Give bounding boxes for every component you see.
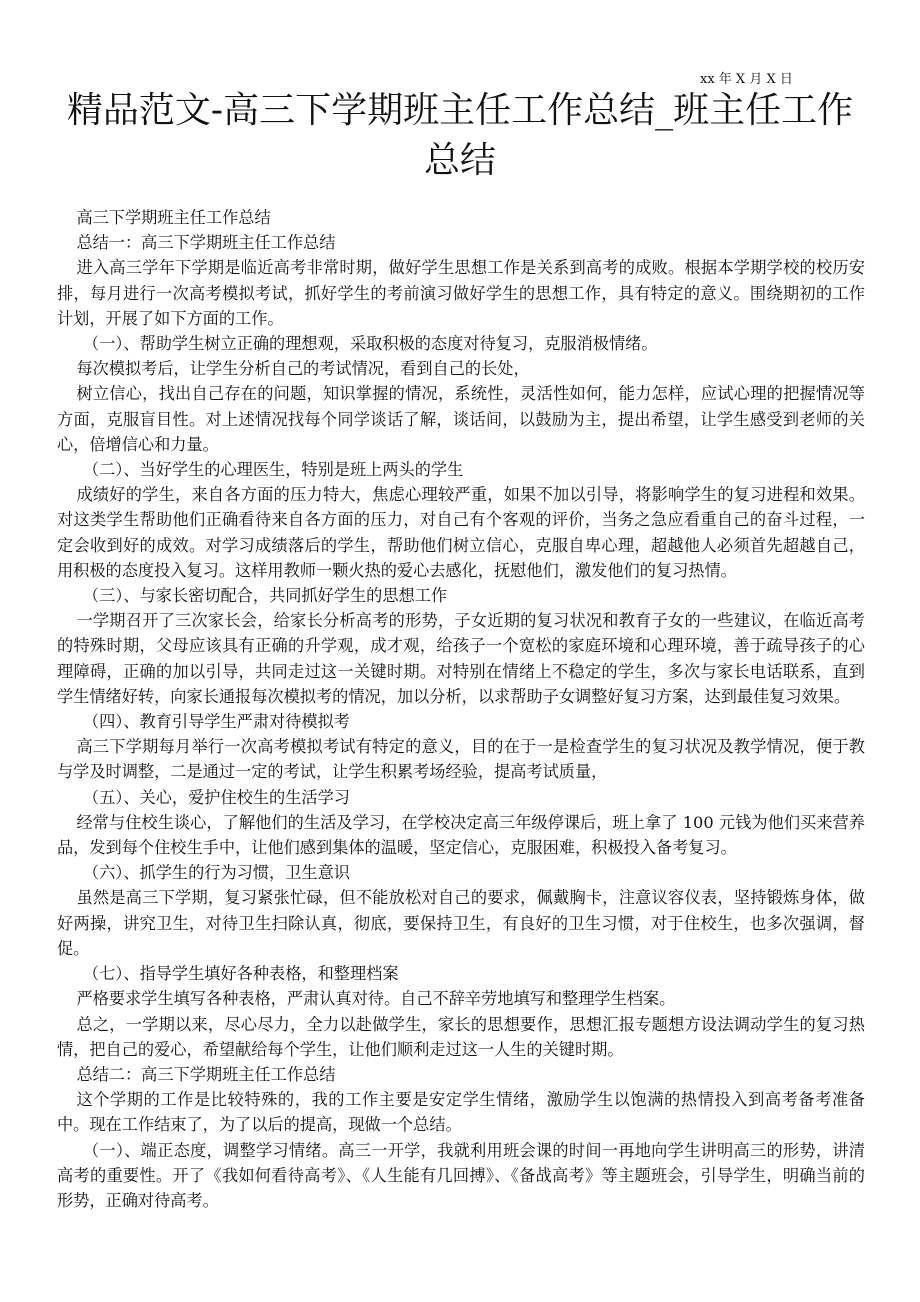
paragraph: 经常与住校生谈心，了解他们的生活及学习，在学校决定高三年级停课后，班上拿了 100 元钱为他们买来营养品，发到每个住校生手中，让他们感到集体的温暖，坚定信心，克服困难，积极投入备考复习。 [57,812,865,858]
paragraph: （六）、抓学生的行为习惯，卫生意识 [82,863,350,883]
paragraph: 严格要求学生填写各种表格，严肃认真对待。自己不辞辛劳地填写和整理学生档案。 [76,989,676,1009]
paragraph: （七）、指导学生填好各种表格，和整理档案 [82,964,399,984]
paragraph: 成绩好的学生，来自各方面的压力特大，焦虑心理较严重，如果不加以引导，将影响学生的复习进程和效果。对这类学生帮助他们正确看待来自各方面的压力，对自己有个客观的评价，当务之急应看重自己的奋斗过程，一定会收到好的成效。对学习成绩落后的学生，帮助他们树立信心，克服自卑心理，超越他人必须首先超越自己，用积极的态度投入复习。这样用教师一颗火热的爱心去感化，抚慰他们，激发他们的复习热情。 [57,485,865,580]
paragraph: 高三下学期班主任工作总结 [76,208,271,227]
paragraph: 总之，一学期以来，尽心尽力，全力以赴做学生，家长的思想要作，思想汇报专题想方设法调动学生的复习热情，把自己的爱心，希望献给每个学生，让他们顺利走过这一人生的关键时期。 [57,1014,865,1059]
paragraph: （一）、端正态度，调整学习情绪。高三一开学，我就利用班会课的时间一再地向学生讲明高三的形势，讲清高考的重要性。开了《我如何看待高考》、《人生能有几回搏》、《备战高考》等主题班会，引导学生，明确当前的形势，正确对待高考。 [57,1140,865,1210]
paragraph: 总结一：高三下学期班主任工作总结 [76,233,336,253]
paragraph: 这个学期的工作是比较特殊的，我的工作主要是安定学生情绪，激励学生以饱满的热情投入到高考备考准备中。现在工作结束了，为了以后的提高，现做一个总结。 [57,1090,865,1135]
document-date: xx 年 X 月 X 日 [700,72,793,87]
paragraph: 总结二：高三下学期班主任工作总结 [76,1064,336,1084]
paragraph: 一学期召开了三次家长会，给家长分析高考的形势，子女近期的复习状况和教育子女的一些建议，在临近高考的特殊时期，父母应该具有正确的升学观，成才观，给孩子一个宽松的家庭环境和心理环境，善于疏导孩子的心理障碍，正确的加以引导，共同走过这一关键时期。对特别在情绪上不稳定的学生，多次与家长电话联系，直到学生情绪好转，向家长通报每次模拟考的情况，加以分析，以求帮助子女调整好复习方案，达到最佳复习效果。 [57,611,865,706]
paragraph: 每次模拟考后，让学生分析自己的考试情况，看到自己的长处， [76,359,530,379]
document-title: 精品范文-高三下学期班主任工作总结_班主任工作总结 [66,90,854,181]
paragraph: （二）、当好学生的心理医生，特别是班上两头的学生 [82,460,464,480]
paragraph: （四）、教育引导学生严肃对待模拟考 [82,712,350,732]
document-body [57,205,865,1213]
paragraph: 高三下学期每月举行一次高考模拟考试有特定的意义，目的在于一是检查学生的复习状况及教学情况，便于教与学及时调整，二是通过一定的考试，让学生积累考场经验，提高考试质量， [57,737,865,782]
paragraph: 虽然是高三下学期，复习紧张忙碌，但不能放松对自己的要求，佩戴胸卡，注意议容仪表，坚持锻炼身体，做好两操，讲究卫生，对待卫生扫除认真，彻底，要保持卫生，有良好的卫生习惯，对于住校生，也多次强调，督促。 [57,888,865,958]
paragraph: （一）、帮助学生树立正确的理想观，采取积极的态度对待复习，克服消极情绪。 [82,334,658,354]
paragraph: （三）、与家长密切配合，共同抓好学生的思想工作 [82,586,448,606]
paragraph: （五）、关心，爱护住校生的生活学习 [82,787,350,807]
paragraph: 树立信心，找出自己存在的问题，知识掌握的情况，系统性，灵活性如何，能力怎样，应试心理的把握情况等方面，克服盲目性。对上述情况找每个同学谈话了解，谈话间，以鼓励为主，提出希望，让学生感受到老师的关心，倍增信心和力量。 [57,384,865,454]
paragraph: 进入高三学年下学期是临近高考非常时期，做好学生思想工作是关系到高考的成败。根据本学期学校的校历安排，每月进行一次高考模拟考试，抓好学生的考前演习做好学生的思想工作，具有特定的意义。围绕期初的工作计划，开展了如下方面的工作。 [57,258,865,328]
